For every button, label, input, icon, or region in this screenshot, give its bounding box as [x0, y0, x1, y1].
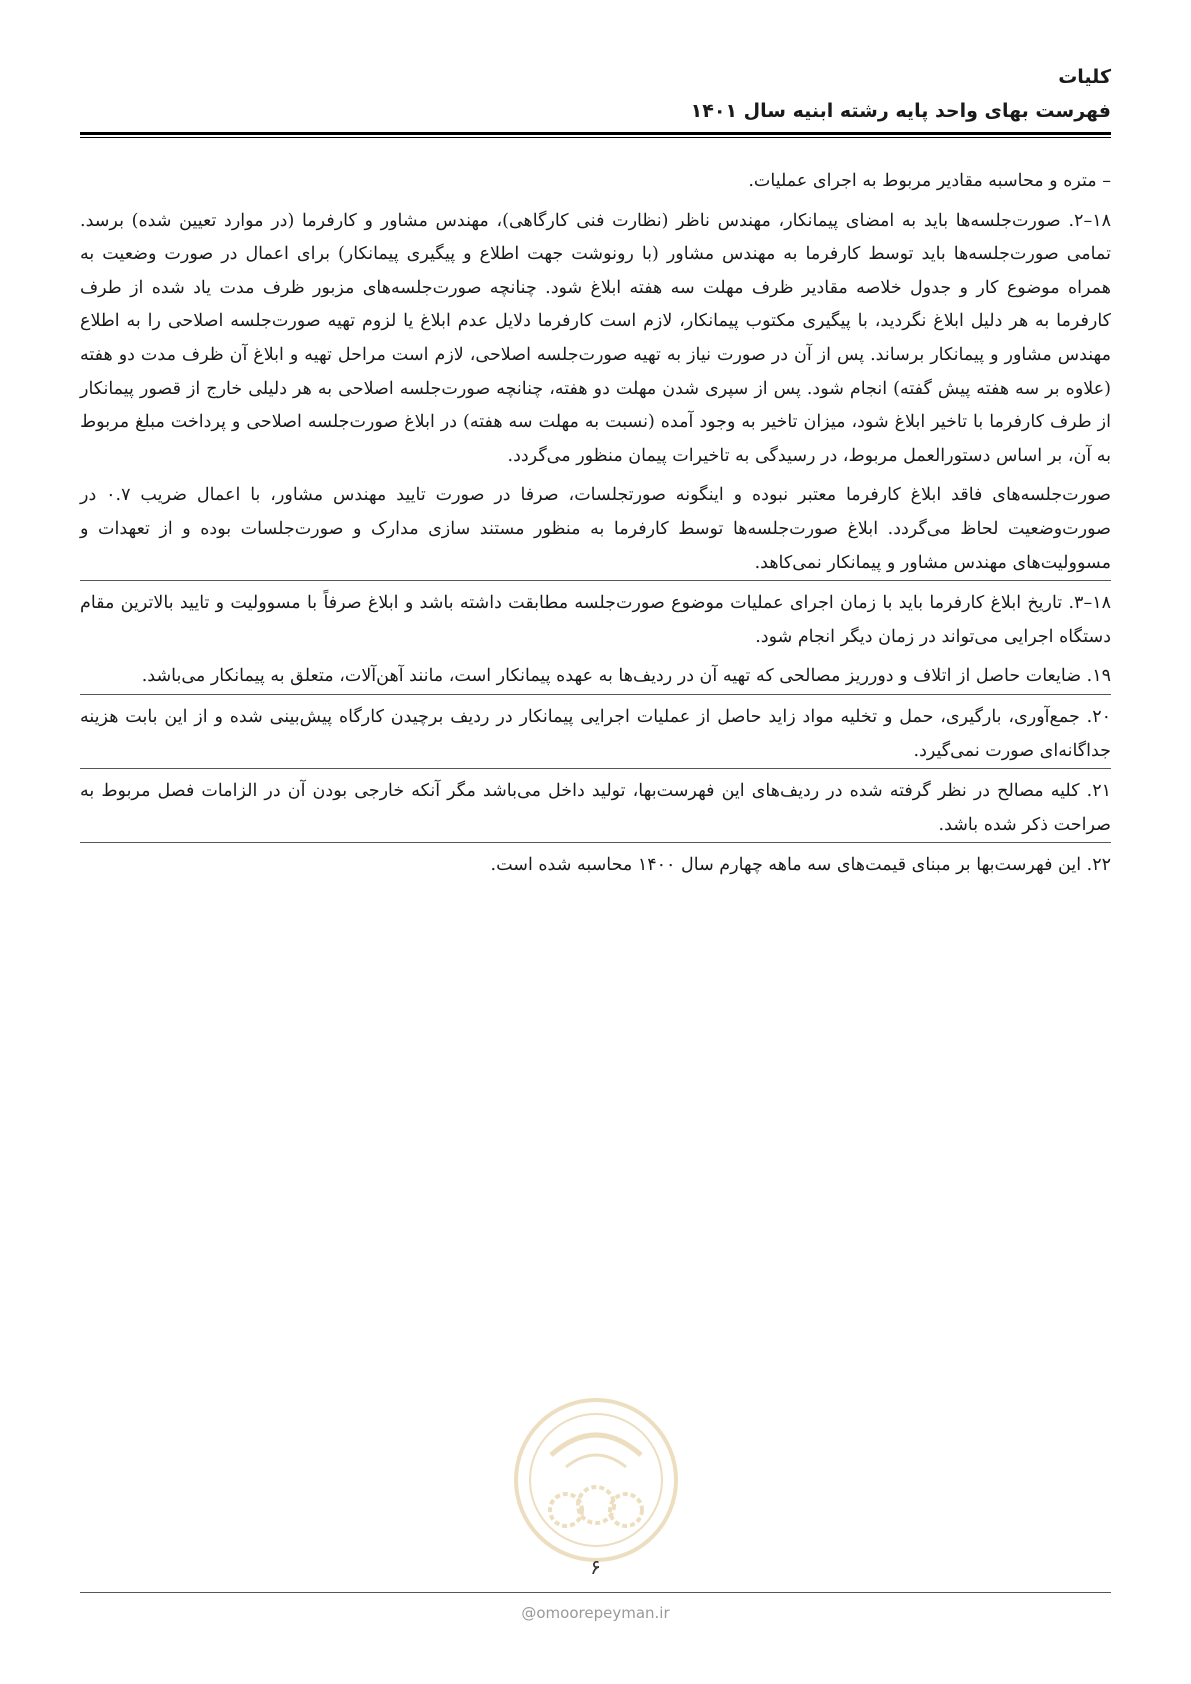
paragraph-19: ۱۹. ضایعات حاصل از اتلاف و دورریز مصالحی که تهیه آن در ردیف‌ها به عهده پیمانکار است، مانند آهن‌آلات، متعلق به پیمانکار می‌باشد.	[80, 660, 1111, 695]
paragraph-18-2-continued: صورت‌جلسه‌های فاقد ابلاغ کارفرما معتبر نبوده و اینگونه صورتجلسات، صرفا در صورت تایید مهندس مشاور، با اعمال ضریب ۰.۷ در صورت‌وضعیت لحاظ می‌گردد. ابلاغ صورت‌جلسه‌ها توسط کارفرما به منظور مستند سازی مدارک و صورت‌جلسات بوده و از تعهدات و مسوولیت‌های مهندس مشاور و پیمانکار نمی‌کاهد.	[80, 479, 1111, 581]
section-title: کلیات	[1058, 66, 1111, 88]
paragraph-18-2: ۱۸–۲. صورت‌جلسه‌ها باید به امضای پیمانکار، مهندس ناظر (نظارت فنی کارگاهی)، مهندس مشاور و کارفرما (در موارد تعیین شده) برسد. تمامی صورت‌جلسه‌ها باید توسط کارفرما به مهندس مشاور (با رونوشت جهت اطلاع و پیگیری پیمانکار) برای اعمال در صورت وضعیت به همراه موضوع کار و جدول خلاصه مقادیر ظرف مهلت سه هفته ابلاغ شود. چنانچه صورت‌جلسه‌های مزبور ظرف مدت یاد شده از طرف کارفرما به هر دلیل ابلاغ نگردید، با پیگیری مکتوب پیمانکار، لازم است کارفرما دلایل عدم ابلاغ یا لزوم تهیه صورت‌جلسه اصلاحی را به اطلاع مهندس مشاور و پیمانکار برساند. پس از آن در صورت نیاز به تهیه صورت‌جلسه اصلاحی، لازم است مراحل تهیه و ابلاغ آن ظرف مدت دو هفته (علاوه بر سه هفته پیش گفته) انجام شود. پس از سپری شدن مهلت دو هفته، چنانچه صورت‌جلسه اصلاحی به هر دلیلی خارج از قصور پیمانکار از طرف کارفرما با تاخیر ابلاغ شود، میزان تاخیر به وجود آمده (نسبت به مهلت سه هفته) در ابلاغ صورت‌جلسه اصلاحی و پرداخت مبلغ مربوط به آن، بر اساس دستورالعمل مربوط، در رسیدگی به تاخیرات پیمان منظور می‌گردد.	[80, 210, 1111, 466]
paragraph-intro: – متره و محاسبه مقادیر مربوط به اجرای عملیات.	[748, 171, 1111, 191]
paragraph-18-3: ۱۸–۳. تاریخ ابلاغ کارفرما باید با زمان اجرای عملیات موضوع صورت‌جلسه مطابقت داشته باشد و ابلاغ صرفاً با مسوولیت و تایید بالاترین مقام دستگاه اجرایی می‌تواند در زمان دیگر انجام شود.	[80, 593, 1111, 647]
paragraph-20: ۲۰. جمع‌آوری، بارگیری، حمل و تخلیه مواد زاید حاصل از عملیات اجرایی پیمانکار در ردیف برچیدن کارگاه پیش‌بینی شده و از این بابت هزینه جداگانه‌ای صورت نمی‌گیرد.	[80, 701, 1111, 769]
paragraph-21: ۲۱. کلیه مصالح در نظر گرفته شده در ردیف‌های این فهرست‌بها، تولید داخل می‌باشد مگر آنکه خارجی بودن آن در الزامات فصل مربوط به صراحت ذکر شده باشد.	[80, 775, 1111, 843]
seal-logo	[511, 1395, 681, 1565]
document-title: فهرست بهای واحد پایه رشته ابنیه سال ۱۴۰۱	[690, 100, 1111, 122]
page-header	[80, 60, 1111, 128]
header-rule-thick	[80, 132, 1111, 135]
paragraph-22: ۲۲. این فهرست‌بها بر مبنای قیمت‌های سه ماهه چهارم سال ۱۴۰۰ محاسبه شده است.	[490, 855, 1111, 876]
website-watermark: @omoorepeyman.ir	[521, 1604, 670, 1622]
footer-rule	[80, 1592, 1111, 1593]
document-body	[80, 165, 1111, 889]
page-number: ۶	[590, 1555, 601, 1579]
header-rule-thin	[80, 137, 1111, 138]
